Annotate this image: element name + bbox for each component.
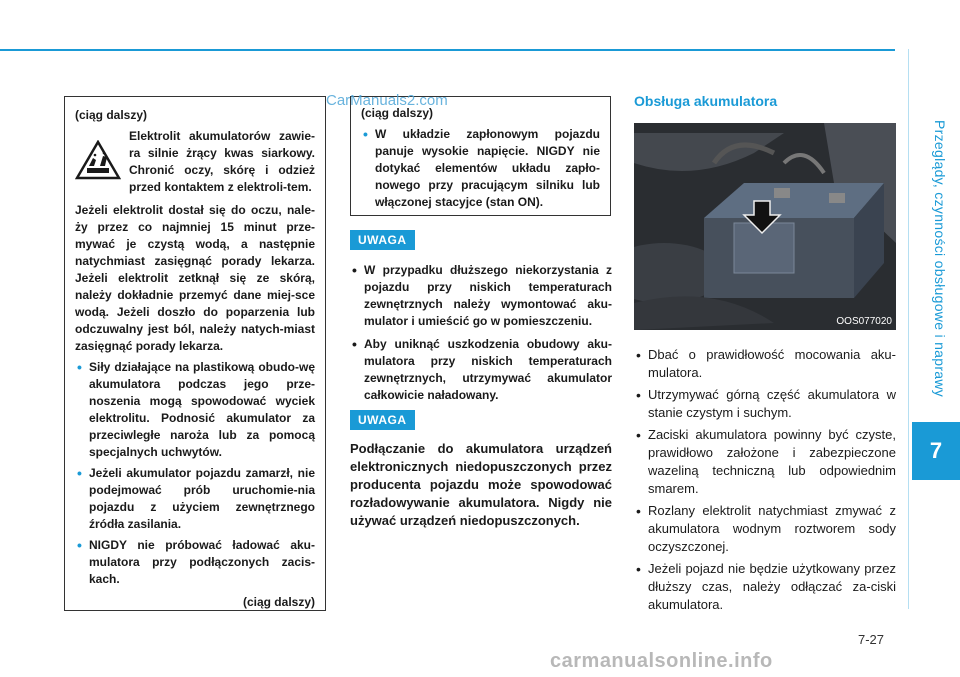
battery-photo [634, 123, 896, 330]
watermark-top: CarManuals2.com [326, 92, 448, 109]
caution-list [350, 258, 612, 410]
corrosive-hazard-icon [75, 140, 121, 180]
continued-label-bottom: (ciąg dalszy) [242, 595, 315, 609]
warning-box-continuation [350, 96, 611, 216]
list-item: • Siły działające na plastikową obudo-wę akumulatora podczas jego prze-noszenia mogą spowodować wyciek elektrolitu. Podnosić akumulator za przeciwległe naroża lub za pomocą specjalnych uchwytów. [75, 359, 315, 461]
side-rule [908, 49, 909, 609]
caution-text: Podłączanie do akumulatora urządzeń elektronicznych niedopuszczonych przez producenta pojazdu może spowodować rozładowywanie akumulatora. Nigdy nie używać urządzeń niedopuszczonych. [350, 441, 612, 528]
corrosive-warning-text: Elektrolit akumulatorów zawie-ra silnie żrący kwas siarkowy. Chronić oczy, skórę i odzież przed kontaktem z elektroli-tem. [129, 129, 315, 194]
chapter-side-title: Przeglądy, czynności obsługowe i naprawy [932, 120, 948, 398]
list-item: • Utrzymywać górną część akumulatora w stanie czystym i suchym. [634, 386, 896, 422]
continued-label-top: (ciąg dalszy) [75, 108, 148, 122]
list-item: • Dbać o prawidłowość mocowania aku-mulatora. [634, 346, 896, 382]
battery-illustration [634, 123, 896, 330]
page-number: 7-27 [858, 632, 885, 647]
watermark-bottom: carmanualsonline.info [550, 650, 773, 672]
header-rule [0, 49, 895, 51]
continued-label-top: (ciąg dalszy) [361, 106, 434, 120]
list-item: • NIGDY nie próbować ładować aku-mulatora przy podłączonych zacis-kach. [75, 537, 315, 588]
section-title: Obsługa akumulatora [634, 93, 778, 109]
maintenance-list [634, 342, 896, 618]
list-item: • Rozlany elektrolit natychmiast zmywać z akumulatora wodnym roztworem sody oczyszczonej. [634, 502, 896, 556]
caution-badge: UWAGA [350, 230, 415, 250]
list-item: • Zaciski akumulatora powinny być czyste, prawidłowo założone i zabezpieczone wazeliną techniczną lub odpowiednim smarem. [634, 426, 896, 498]
list-item: • W przypadku dłuższego niekorzystania z pojazdu przy niskich temperaturach zewnętrznych należy wymontować aku-mulator i umieścić go w pomieszczeniu. [350, 262, 612, 330]
warning-box-continued [64, 96, 326, 611]
caution-badge: UWAGA [350, 410, 415, 430]
corrosive-warning [75, 128, 315, 196]
first-aid-paragraph: Jeżeli elektrolit dostał się do oczu, nale-ży przez co najmniej 15 minut prze-mywać je czystą wodą, a następnie natychmiast zasięgnąć porady lekarza. Jeżeli elektrolit zetknął się ze skórą, należy dokładnie przemyć dane miej-sce wodą. Jeżeli doszło do poparzenia lub odczuwalny jest ból, należy natych-miast zasięgnąć porady lekarza. [75, 203, 315, 353]
list-item: • Jeżeli pojazd nie będzie użytkowany przez dłuższy czas, należy odłączać za-ciski akumulatora. [634, 560, 896, 614]
list-item: • W układzie zapłonowym pojazdu panuje wysokie napięcie. NIGDY nie dotykać elementów układu zapło-nowego przy pracującym silniku lub włączonej stacyjce (stan ON). [361, 126, 600, 211]
photo-id: OOS077020 [836, 316, 892, 327]
list-item: • Aby uniknąć uszkodzenia obudowy aku-mulatora przy niskich temperaturach zewnętrznych, utrzymywać akumulator całkowicie naładowany. [350, 336, 612, 404]
list-item: • Jeżeli akumulator pojazdu zamarzł, nie podejmować prób uruchomie-nia pojazdu z użyciem zewnętrznego źródła zasilania. [75, 465, 315, 533]
chapter-tab[interactable]: 7 [912, 422, 960, 480]
